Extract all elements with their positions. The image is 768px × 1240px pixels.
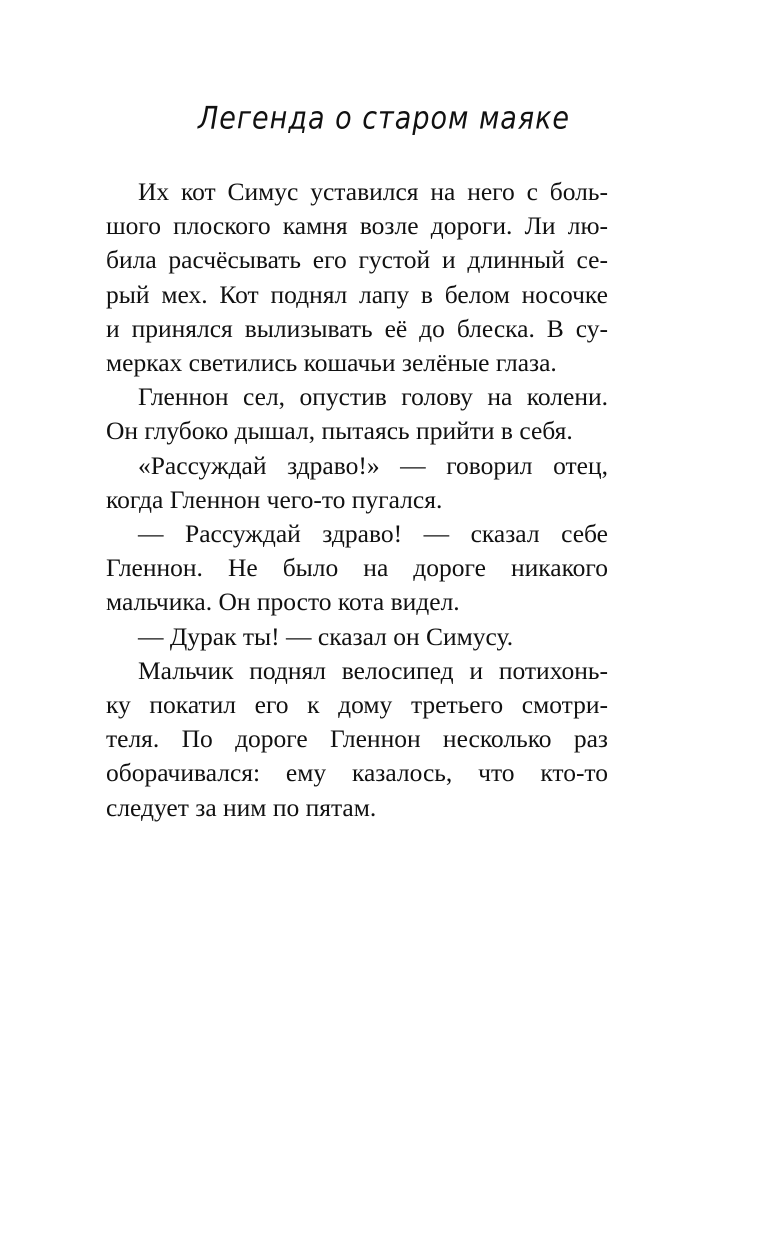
- text-line: Мальчик поднял велосипед и потихонь-: [138, 655, 608, 685]
- text-line: «Рассуждай здраво!» — говорил отец,: [138, 450, 608, 480]
- paragraph-6: [106, 654, 608, 825]
- paragraph-5: [106, 620, 608, 654]
- text-line: Гленнон сел, опустив голову на колени.: [138, 382, 608, 412]
- text-line: следует за ним по пятам.: [106, 792, 377, 822]
- text-line: шого плоского камня возле дороги. Ли лю-: [106, 211, 608, 241]
- paragraph-1: [106, 175, 608, 380]
- text-line: Гленнон. Не было на дороге никакого: [106, 553, 608, 583]
- text-line: била расчёсывать его густой и длинный се-: [106, 245, 608, 275]
- text-line: мальчика. Он просто кота видел.: [106, 587, 460, 617]
- text-line: и принялся вылизывать её до блеска. В су-: [106, 313, 608, 343]
- text-line: — Дурак ты! — сказал он Симусу.: [138, 621, 514, 651]
- text-line: ку покатил его к дому третьего смотри-: [106, 690, 608, 720]
- running-head: Легенда о старом маяке: [197, 100, 571, 137]
- text-line: когда Гленнон чего-то пугался.: [106, 484, 443, 514]
- text-line: Их кот Симус уставился на него с боль-: [138, 177, 608, 206]
- paragraph-2: [106, 380, 608, 448]
- paragraph-4: [106, 517, 608, 620]
- text-line: рый мех. Кот поднял лапу в белом носочке: [106, 279, 608, 309]
- text-line: — Рассуждай здраво! — сказал себе: [138, 519, 608, 549]
- paragraph-3: [106, 449, 608, 517]
- text-line: теля. По дороге Гленнон несколько раз: [106, 724, 608, 754]
- text-line: Он глубоко дышал, пытаясь прийти в себя.: [106, 416, 573, 446]
- text-line: оборачивался: ему казалось, что кто-то: [106, 758, 608, 788]
- text-line: мерках светились кошачьи зелёные глаза.: [106, 348, 557, 378]
- body-text: [106, 175, 608, 825]
